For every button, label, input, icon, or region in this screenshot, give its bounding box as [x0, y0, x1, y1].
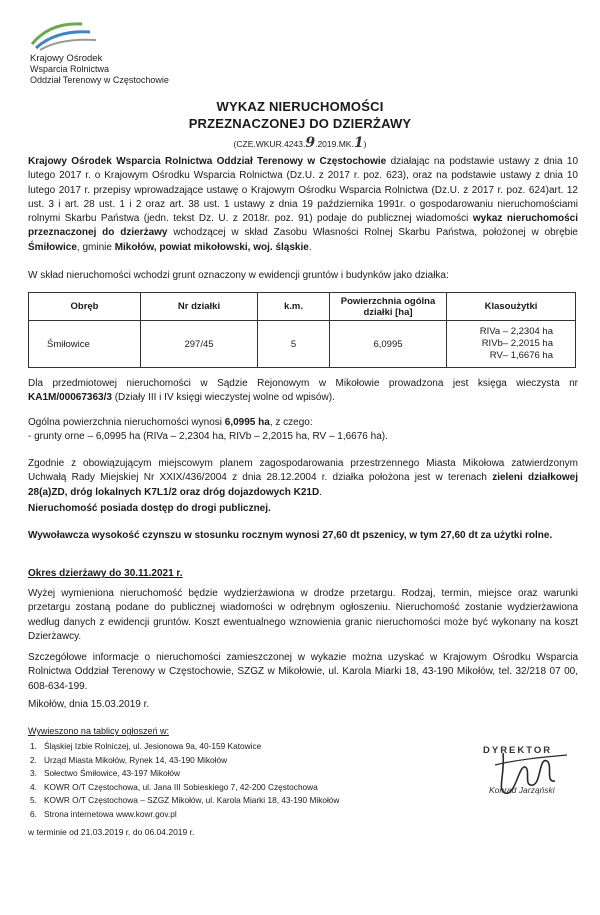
lease-period: Okres dzierżawy do 30.11.2021 r.: [28, 568, 183, 579]
cell-obreb: Śmiłowice: [29, 321, 141, 368]
list-item: 4. KOWR O/T Częstochowa, ul. Jana III Sobieskiego 7, 42-200 Częstochowa: [30, 781, 318, 792]
reference-number: (CZE.WKUR.4243.9.2019.MK.1): [233, 135, 367, 151]
parcel-table: [28, 292, 576, 368]
document-date: Mikołów, dnia 15.03.2019 r.: [28, 699, 150, 710]
header-klasouzytki: Klasoużytki: [447, 293, 576, 321]
signature-name: Konrad Jarząński: [489, 785, 555, 795]
table-header-row: [29, 293, 576, 321]
list-item: 3. Sołectwo Śmiłowice, 43-197 Mikołów: [30, 768, 181, 779]
list-item: 1. Śląskiej Izbie Rolniczej, ul. Jesionowa 9a, 40-159 Katowice: [30, 741, 262, 751]
klasa-3: RV– 1,6676 ha: [489, 350, 553, 361]
director-signature: [475, 735, 585, 805]
cell-km: 5: [258, 321, 330, 368]
header-obreb: Obręb: [29, 293, 141, 321]
area-line-2: - grunty orne – 6,0995 ha (RIVa – 2,2304 ha, RIVb – 2,2015 ha, RV – 1,6676 ha).: [28, 431, 388, 443]
table-row: [29, 321, 576, 368]
cell-klasouzytki: [447, 321, 576, 368]
land-register-paragraph: Dla przedmiotowej nieruchomości w Sądzie Rejonowym w Mikołowie prowadzona jest księga wieczysta nr KA1M/00067363/3 (Działy III i IV księgi wieczystej wolne od wpisów).: [28, 378, 578, 404]
rent-statement: Wywoławcza wysokość czynszu w stosunku rocznym wynosi 27,60 dt pszenicy, w tym 27,60 dt za użytki rolne.: [28, 530, 553, 541]
klasa-1: RIVa – 2,2304 ha: [479, 326, 553, 337]
parcel-intro: W skład nieruchomości wchodzi grunt oznaczony w ewidencji gruntów i budynków jako działka:: [28, 270, 449, 281]
logo-line-3: Oddział Terenowy w Częstochowie: [30, 75, 169, 85]
intro-paragraph: Krajowy Ośrodek Wsparcia Rolnictwa Oddział Terenowy w Częstochowie działając na podstawie ustawy z dnia 10 lutego 2017 r. o Krajowym Ośrodku Wsparcia Rolnictwa (Dz.U. z 2017 r. poz. 623), oraz na podstawie ustawy z dnia 10 lutego 2017 r. przepisy wprowadzające ustawę o Krajowym Ośrodku Wsparcia Rolnictwa (Dz.U. z 2017 r. poz. 624)art. 12 ust. 3 i art. 28 ust. 1 i 2 oraz art. 38 ust. 1 ustawy z dnia 19 października 1991r. o gospodarowaniu nieruchomościami rolnymi Skarbu Państwa (jedn. tekst Dz. U. z 2018r. poz. 91) podaje do publicznej wiadomości wykaz nieruchomości przeznaczonej do dzierżawy wchodzącej w skład Zasobu Własności Rolnej Skarbu Państwa, położonej w obrębie Śmiłowice, gminie Mikołów, powiat mikołowski, woj. śląskie.: [28, 156, 578, 253]
cell-area: 6,0995: [330, 321, 447, 368]
access-statement: Nieruchomość posiada dostęp do drogi publicznej.: [28, 503, 271, 514]
kowr-logo-icon: [30, 14, 100, 54]
document-title-line-2: PRZEZNACZONEJ DO DZIERŻAWY: [188, 116, 412, 131]
header-powierzchnia: Powierzchnia ogólna działki [ha]: [330, 293, 447, 321]
info-paragraph: Szczegółowe informacje o nieruchomości zamieszczonej w wykazie można uzyskać w Krajowym Ośrodku Wsparcia Rolnictwa Oddział Terenowy w Częstochowie, SZGZ w Mikołowie, ul. Karola Miarki 18, 43-190 Mikołów, tel. 32/218 07 00, 608-634-199.: [28, 652, 578, 692]
tender-paragraph: Wyżej wymieniona nieruchomość będzie wydzierżawiona w drodze przetargu. Rodzaj, termin, miejsce oraz warunki przetargu zostaną podane do publicznej wiadomości w odrębnym ogłoszeniu. Nieruchomość zostanie wydzierżawiona według danych z ewidencji gruntów. Koszt ewentualnego wznowienia granic nieruchomości może być wykonany na koszt Dzierżawcy.: [28, 588, 578, 642]
kowr-logo: [30, 14, 230, 85]
header-nr-dzialki: Nr działki: [141, 293, 258, 321]
posting-term: w terminie od 21.03.2019 r. do 06.04.2019 r.: [28, 827, 195, 837]
logo-line-1: Krajowy Ośrodek: [30, 53, 103, 64]
document-title-line-1: WYKAZ NIERUCHOMOŚCI: [216, 99, 384, 114]
posted-heading: Wywieszono na tablicy ogłoszeń w:: [28, 726, 169, 736]
cell-nr-dzialki: 297/45: [141, 321, 258, 368]
list-item: 2. Urząd Miasta Mikołów, Rynek 14, 43-190 Mikołów: [30, 754, 228, 765]
klasa-2: RIVb– 2,2015 ha: [481, 338, 553, 349]
header-km: k.m.: [258, 293, 330, 321]
logo-line-2: Wsparcia Rolnictwa: [30, 64, 110, 74]
zoning-paragraph: Zgodnie z obowiązującym miejscowym planem zagospodarowania przestrzennego Miasta Mikołowa zatwierdzonym Uchwałą Rady Miejskiej Nr XXIX/436/2004 z dnia 28.12.2004 r. działka położona jest w terenach zieleni działkowej 28(a)ZD, dróg lokalnych K7L1/2 oraz dróg dojazdowych K21D.: [28, 458, 579, 498]
posted-locations-list: [30, 740, 430, 822]
list-item: 5. KOWR O/T Częstochowa – SZGZ Mikołów, ul. Karola Miarki 18, 43-190 Mikołów: [30, 795, 340, 806]
list-item: 6. Strona internetowa www.kowr.gov.pl: [30, 808, 177, 819]
signature-title: DYREKTOR: [483, 745, 553, 756]
area-line-1: Ogólna powierzchnia nieruchomości wynosi 6,0995 ha, z czego:: [28, 417, 313, 428]
area-paragraph: [28, 416, 578, 445]
